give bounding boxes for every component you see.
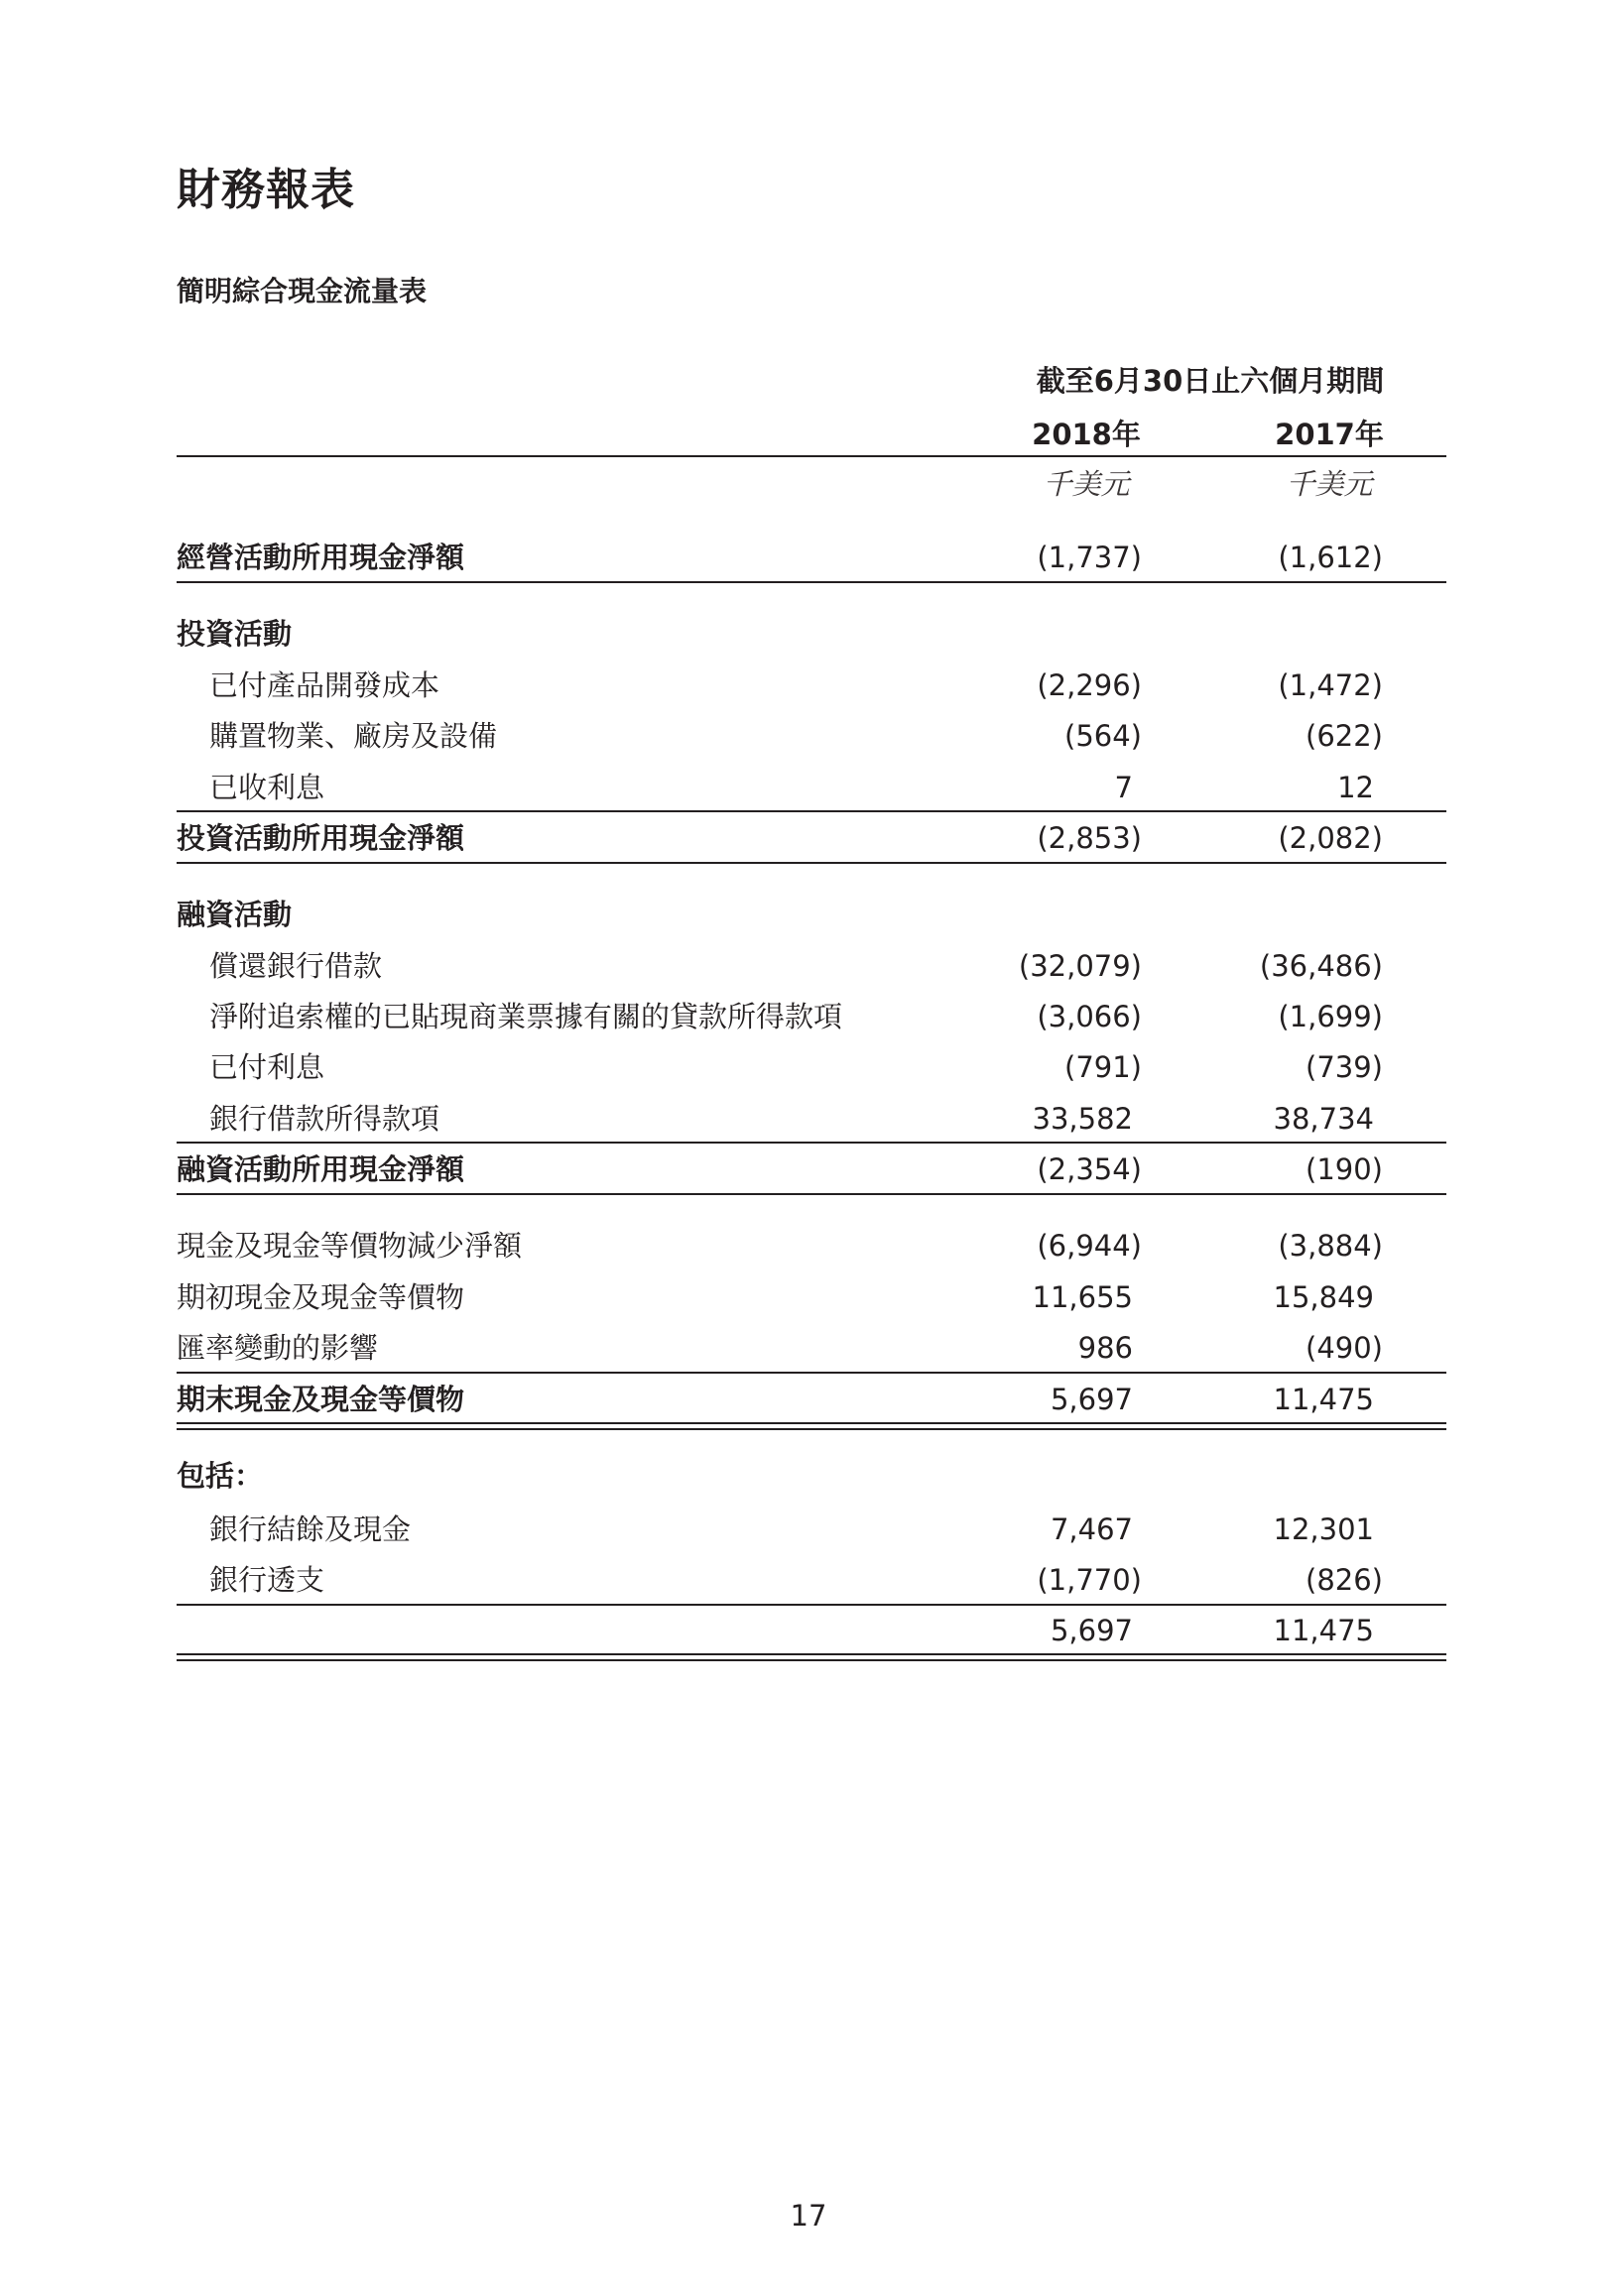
value-2018: (6,944): [1037, 1229, 1142, 1263]
rule-operating: [177, 581, 1446, 583]
rule-financing-top: [177, 1142, 1446, 1144]
value-2018: 7: [1114, 771, 1133, 804]
row-label: 銀行借款所得款項: [209, 1102, 440, 1136]
value-2018: (1,737): [1037, 541, 1142, 574]
value-2018: 986: [1077, 1331, 1133, 1365]
row-interest-paid: [177, 1045, 1446, 1089]
row-repayment-bank-borrowings: [177, 944, 1446, 988]
row-label: 已付產品開發成本: [209, 668, 440, 702]
row-exchange-rate-effect: [177, 1326, 1446, 1370]
row-label: 購置物業、廠房及設備: [209, 719, 498, 753]
value-2018: (32,079): [1018, 949, 1142, 983]
section-title: 財務報表: [177, 165, 355, 215]
value-2018: (564): [1064, 719, 1142, 753]
value-2017: (826): [1306, 1563, 1383, 1597]
value-2018: 11,655: [1032, 1280, 1133, 1314]
row-closing-cash: [177, 1378, 1446, 1421]
row-investing-heading: [177, 612, 1446, 656]
value-2017: (739): [1306, 1050, 1383, 1084]
rule-closing-top: [177, 1372, 1446, 1374]
rule-investing-top: [177, 810, 1446, 812]
row-financing-net-cash: [177, 1148, 1446, 1191]
row-label: 投資活動所用現金淨額: [177, 821, 465, 855]
row-label: 期初現金及現金等價物: [177, 1280, 465, 1314]
header-rule: [177, 455, 1446, 457]
row-net-decrease-cash: [177, 1224, 1446, 1268]
row-opening-cash: [177, 1275, 1446, 1319]
value-2017: (490): [1306, 1331, 1383, 1365]
value-2018: 5,697: [1050, 1614, 1133, 1647]
unit-label-2018: 千美元: [1043, 467, 1130, 501]
rule-closing-double: [177, 1422, 1446, 1430]
column-header-2017: 2017年: [1275, 418, 1384, 451]
value-2018: (791): [1064, 1050, 1142, 1084]
row-label: 現金及現金等價物減少淨額: [177, 1229, 523, 1263]
row-bank-balances-cash: [177, 1508, 1446, 1551]
row-total: [177, 1609, 1446, 1652]
value-2018: 5,697: [1050, 1383, 1133, 1416]
row-label: 匯率變動的影響: [177, 1331, 379, 1365]
value-2017: (1,472): [1278, 668, 1383, 702]
value-2017: 11,475: [1273, 1614, 1374, 1647]
rule-investing-bottom: [177, 862, 1446, 864]
value-2018: (2,853): [1037, 821, 1142, 855]
row-financing-heading: [177, 893, 1446, 936]
rule-financing-bottom: [177, 1193, 1446, 1195]
row-product-development-costs: [177, 664, 1446, 707]
value-2017: 11,475: [1273, 1383, 1374, 1416]
row-label: 償還銀行借款: [209, 949, 383, 983]
value-2017: (2,082): [1278, 821, 1383, 855]
value-2017: 12: [1337, 771, 1374, 804]
value-2017: 15,849: [1273, 1280, 1374, 1314]
row-label: 融資活動: [177, 898, 293, 931]
row-operating-net-cash: [177, 536, 1446, 579]
row-discounted-bills-proceeds: [177, 995, 1446, 1038]
period-header: 截至6月30日止六個月期間: [1036, 364, 1385, 398]
page-number: 17: [790, 2199, 827, 2233]
value-2017: (1,612): [1278, 541, 1383, 574]
row-investing-net-cash: [177, 816, 1446, 860]
row-bank-overdrafts: [177, 1558, 1446, 1602]
value-2018: (1,770): [1037, 1563, 1142, 1597]
value-2018: 33,582: [1032, 1102, 1133, 1136]
value-2017: (622): [1306, 719, 1383, 753]
row-label: 已收利息: [209, 771, 325, 804]
value-2017: 12,301: [1273, 1512, 1374, 1546]
row-label: 經營活動所用現金淨額: [177, 541, 465, 574]
row-interest-received: [177, 766, 1446, 809]
statement-title: 簡明綜合現金流量表: [177, 275, 428, 307]
row-label: 淨附追索權的已貼現商業票據有關的貸款所得款項: [209, 1000, 843, 1033]
value-2017: (3,884): [1278, 1229, 1383, 1263]
value-2018: (2,354): [1037, 1152, 1142, 1186]
column-header-2018: 2018年: [1032, 418, 1141, 451]
value-2018: (2,296): [1037, 668, 1142, 702]
value-2018: (3,066): [1037, 1000, 1142, 1033]
row-label: 已付利息: [209, 1050, 325, 1084]
rule-total-double: [177, 1653, 1446, 1661]
row-purchase-ppe: [177, 714, 1446, 758]
row-represented-by-heading: [177, 1454, 1446, 1498]
row-label: 包括：: [177, 1459, 264, 1493]
row-bank-borrowings-proceeds: [177, 1097, 1446, 1141]
value-2017: (190): [1306, 1152, 1383, 1186]
value-2017: (36,486): [1259, 949, 1383, 983]
value-2017: 38,734: [1273, 1102, 1374, 1136]
value-2017: (1,699): [1278, 1000, 1383, 1033]
value-2018: 7,467: [1050, 1512, 1133, 1546]
row-label: 投資活動: [177, 617, 293, 651]
row-label: 銀行結餘及現金: [209, 1512, 412, 1546]
row-label: 期末現金及現金等價物: [177, 1383, 465, 1416]
row-label: 銀行透支: [209, 1563, 325, 1597]
row-label: 融資活動所用現金淨額: [177, 1152, 465, 1186]
rule-total-top: [177, 1604, 1446, 1606]
unit-label-2017: 千美元: [1286, 467, 1373, 501]
